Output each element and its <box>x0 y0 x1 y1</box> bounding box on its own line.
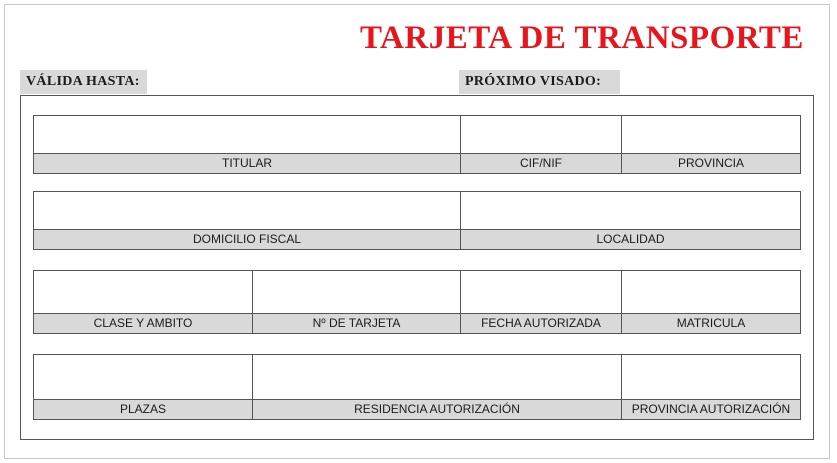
cif-nif-label: CIF/NIF <box>461 153 621 173</box>
provincia-field[interactable] <box>621 115 801 174</box>
localidad-label: LOCALIDAD <box>461 229 800 249</box>
provincia-autorizacion-label: PROVINCIA AUTORIZACIÓN <box>622 399 800 419</box>
matricula-label: MATRICULA <box>622 313 800 333</box>
numero-tarjeta-label: Nº DE TARJETA <box>253 313 460 333</box>
clase-ambito-label: CLASE Y AMBITO <box>34 313 252 333</box>
cif-nif-field[interactable] <box>460 115 622 174</box>
row-domicilio <box>33 191 801 250</box>
numero-tarjeta-field[interactable] <box>252 270 461 334</box>
row-titular <box>33 115 801 174</box>
plazas-field[interactable] <box>33 354 253 420</box>
domicilio-fiscal-field[interactable] <box>33 191 461 250</box>
residencia-autorizacion-label: RESIDENCIA AUTORIZACIÓN <box>253 399 621 419</box>
clase-ambito-field[interactable] <box>33 270 253 334</box>
matricula-field[interactable] <box>621 270 801 334</box>
titular-label: TITULAR <box>34 153 460 173</box>
row-plazas <box>33 354 801 420</box>
titular-field[interactable] <box>33 115 461 174</box>
residencia-autorizacion-field[interactable] <box>252 354 622 420</box>
page-title: TARJETA DE TRANSPORTE <box>360 20 804 56</box>
provincia-label: PROVINCIA <box>622 153 800 173</box>
fecha-autorizada-label: FECHA AUTORIZADA <box>461 313 621 333</box>
next-visa-label: PRÓXIMO VISADO: <box>459 70 620 94</box>
plazas-label: PLAZAS <box>34 399 252 419</box>
provincia-autorizacion-field[interactable] <box>621 354 801 420</box>
row-clase <box>33 270 801 334</box>
valid-until-label: VÁLIDA HASTA: <box>20 70 147 94</box>
localidad-field[interactable] <box>460 191 801 250</box>
domicilio-fiscal-label: DOMICILIO FISCAL <box>34 229 460 249</box>
fecha-autorizada-field[interactable] <box>460 270 622 334</box>
